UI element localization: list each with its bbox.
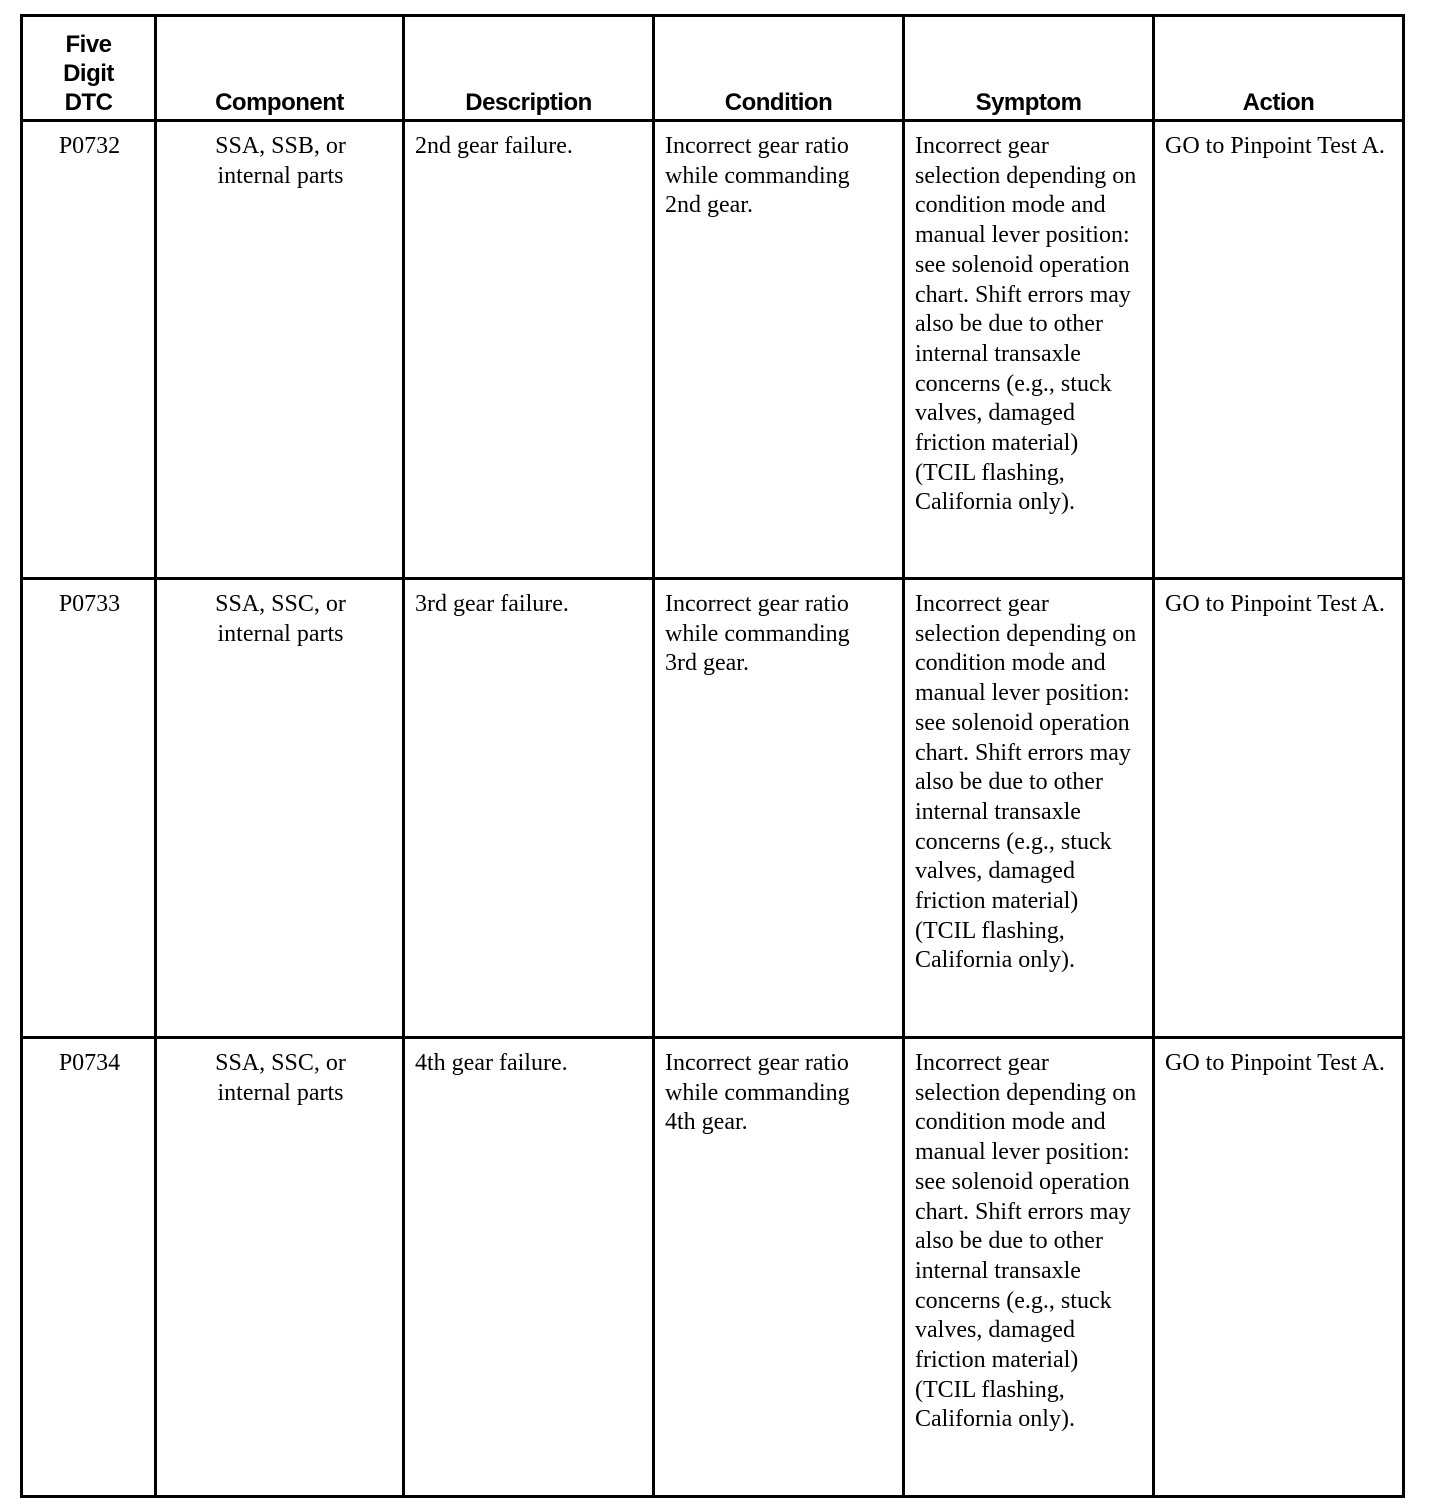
header-symptom: Symptom bbox=[904, 16, 1154, 121]
header-component: Component bbox=[156, 16, 404, 121]
action-cell: GO to Pinpoint Test A. bbox=[1154, 121, 1404, 579]
component-cell: SSA, SSC, or internal parts bbox=[156, 579, 404, 1038]
symptom-cell: Incorrect gear selection depending on condition mode and manual lever position: see solenoid operation chart. Shift errors may also be due to other internal transaxle concerns (e.g., stuck valves, damaged friction material) (TCIL flashing, California only). bbox=[904, 579, 1154, 1038]
header-description: Description bbox=[404, 16, 654, 121]
description-cell: 3rd gear failure. bbox=[404, 579, 654, 1038]
description-cell: 4th gear failure. bbox=[404, 1038, 654, 1497]
dtc-code-cell: P0732 bbox=[22, 121, 156, 579]
dtc-table bbox=[20, 14, 1405, 1498]
condition-cell: Incorrect gear ratio while commanding 4th gear. bbox=[654, 1038, 904, 1497]
table-row bbox=[22, 121, 1404, 579]
table-header-row bbox=[22, 16, 1404, 121]
condition-cell: Incorrect gear ratio while commanding 3rd gear. bbox=[654, 579, 904, 1038]
symptom-cell: Incorrect gear selection depending on condition mode and manual lever position: see solenoid operation chart. Shift errors may also be due to other internal transaxle concerns (e.g., stuck valves, damaged friction material) (TCIL flashing, California only). bbox=[904, 1038, 1154, 1497]
action-cell: GO to Pinpoint Test A. bbox=[1154, 1038, 1404, 1497]
table-row bbox=[22, 1038, 1404, 1497]
header-five-digit-dtc: Five Digit DTC bbox=[22, 16, 156, 121]
description-cell: 2nd gear failure. bbox=[404, 121, 654, 579]
header-condition: Condition bbox=[654, 16, 904, 121]
dtc-code-cell: P0733 bbox=[22, 579, 156, 1038]
condition-cell: Incorrect gear ratio while commanding 2nd gear. bbox=[654, 121, 904, 579]
dtc-code-cell: P0734 bbox=[22, 1038, 156, 1497]
component-cell: SSA, SSC, or internal parts bbox=[156, 1038, 404, 1497]
table-row bbox=[22, 579, 1404, 1038]
action-cell: GO to Pinpoint Test A. bbox=[1154, 579, 1404, 1038]
header-action: Action bbox=[1154, 16, 1404, 121]
symptom-cell: Incorrect gear selection depending on condition mode and manual lever position: see solenoid operation chart. Shift errors may also be due to other internal transaxle concerns (e.g., stuck valves, damaged friction material) (TCIL flashing, California only). bbox=[904, 121, 1154, 579]
component-cell: SSA, SSB, or internal parts bbox=[156, 121, 404, 579]
